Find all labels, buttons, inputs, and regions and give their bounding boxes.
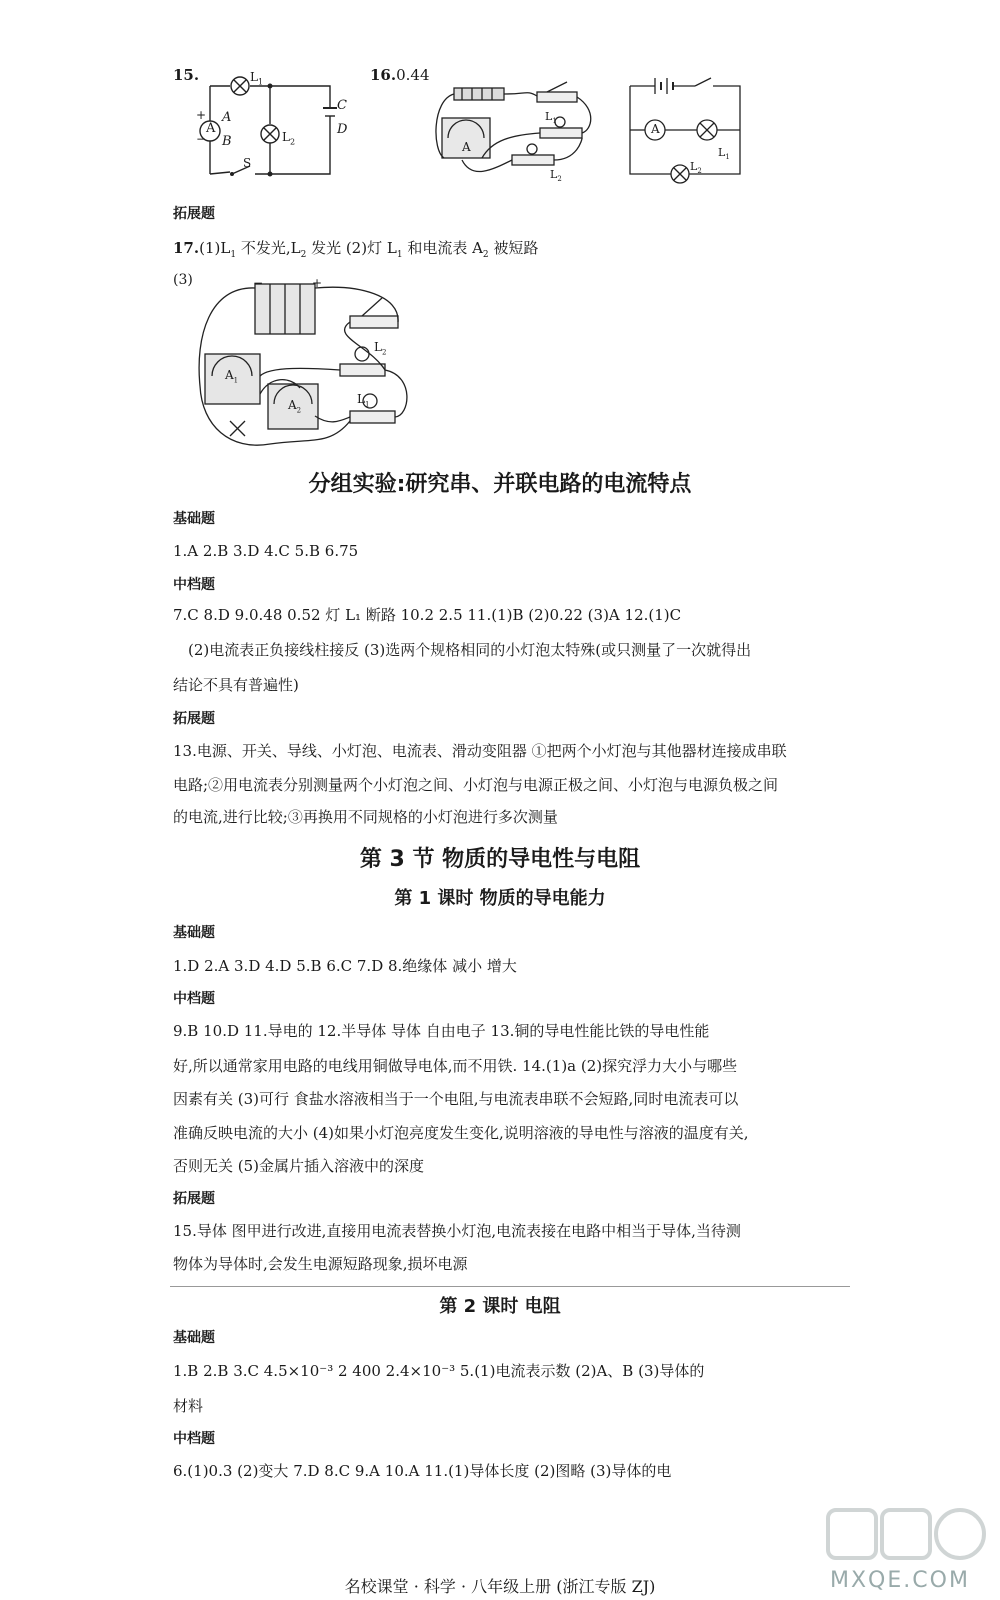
s2-tuozhan-line2: 物体为导体时,会发生电源短路现象,损坏电源 xyxy=(173,1255,468,1273)
s3-zhongdang-label: 中档题 xyxy=(173,1431,215,1447)
s2-zhongdang-line2: 好,所以通常家用电路的电线用铜做导电体,而不用铁. 14.(1)a (2)探究浮力大小与哪些 xyxy=(173,1057,738,1075)
q15-label-b: B xyxy=(222,134,232,149)
q17-3-label-a2: $A_2$ xyxy=(288,398,302,415)
q15-label-a: A xyxy=(222,110,232,125)
s2-zhongdang-line5: 否则无关 (5)金属片插入溶液中的深度 xyxy=(173,1157,425,1175)
q17-answer: $17.(1)L_1$ 不发光$,L_2$ 发光 (2)灯 $L_1$ 和电流表 $A_2$ 被短路 xyxy=(173,239,539,260)
q16-physical-circuit xyxy=(432,80,602,190)
s2-zhongdang-line3: 因素有关 (3)可行 食盐水溶液相当于一个电阻,与电流表串联不会短路,同时电流表可以 xyxy=(173,1090,739,1108)
q15-label-l1: $L_1$ xyxy=(250,70,264,87)
q17-3-label-l2: $L_2$ xyxy=(374,340,387,357)
q17-3-label-a1: $A_1$ xyxy=(225,368,239,385)
q17-3-physical-circuit xyxy=(190,276,440,456)
s1-zhongdang-label: 中档题 xyxy=(173,577,215,593)
s3-jichu-line2: 材料 xyxy=(173,1397,204,1415)
q17-3-label: (3) xyxy=(173,272,193,288)
s1-tuozhan-line1: 13.电源、开关、导线、小灯泡、电流表、滑动变阻器 ①把两个小灯泡与其他器材连接成串联 xyxy=(173,742,787,760)
s1-zhongdang-line3: 结论不具有普遍性) xyxy=(173,676,299,694)
section2-subtitle: 第 1 课时 物质的导电能力 xyxy=(394,888,606,909)
s2-tuozhan-line1: 15.导体 图甲进行改进,直接用电流表替换小灯泡,电流表接在电路中相当于导体,当待测 xyxy=(173,1222,741,1240)
s2-jichu-label: 基础题 xyxy=(173,925,215,941)
s2-zhongdang-line4: 准确反映电流的大小 (4)如果小灯泡亮度发生变化,说明溶液的导电性与溶液的温度有关, xyxy=(173,1124,749,1142)
s2-zhongdang-line1: 9.B 10.D 11.导电的 12.半导体 导体 自由电子 13.铜的导电性能比铁的导电性能 xyxy=(173,1022,710,1040)
s3-zhongdang-line1: 6.(1)0.3 (2)变大 7.D 8.C 9.A 10.A 11.(1)导体长度 (2)图略 (3)导体的电 xyxy=(173,1462,672,1480)
q15-label-ammeter: A xyxy=(206,121,216,136)
q15-label-minus: − xyxy=(196,132,207,146)
section3-title: 第 2 课时 电阻 xyxy=(439,1296,561,1317)
q16-schematic-label-a: A xyxy=(651,122,660,136)
q17-3-label-l1: $L_1$ xyxy=(357,392,370,409)
s1-zhongdang-line2: (2)电流表正负接线柱接反 (3)选两个规格相同的小灯泡太特殊(或只测量了一次就得出 xyxy=(188,641,752,659)
s1-tuozhan-label: 拓展题 xyxy=(173,711,215,727)
s2-tuozhan-label: 拓展题 xyxy=(173,1191,215,1207)
page-footer: 名校课堂 · 科学 · 八年级上册 (浙江专版 ZJ) xyxy=(344,1577,656,1596)
q15-label-s: S xyxy=(243,156,252,170)
section1-title: 分组实验:研究串、并联电路的电流特点 xyxy=(308,472,692,497)
q16-label-l2: $L_2$ xyxy=(550,168,562,184)
section-label-tuozhan: 拓展题 xyxy=(173,206,215,222)
q15-circuit-diagram xyxy=(190,66,360,186)
q16-schematic-label-l2: $L_2$ xyxy=(690,160,702,176)
q17-3-label-minus: − xyxy=(253,276,264,290)
q15-label-l2: $L_2$ xyxy=(282,130,296,147)
s1-tuozhan-line2: 电路;②用电流表分别测量两个小灯泡之间、小灯泡与电源正极之间、小灯泡与电源负极之间 xyxy=(173,776,779,794)
q16-label-l1: $L_1$ xyxy=(545,110,557,126)
q16-schematic-label-l1: $L_1$ xyxy=(718,146,730,162)
s1-jichu-answers: 1.A 2.B 3.D 4.C 5.B 6.75 xyxy=(173,542,359,560)
page-divider xyxy=(170,1286,850,1287)
section2-title: 第 3 节 物质的导电性与电阻 xyxy=(359,847,641,872)
q15-label-plus: + xyxy=(196,108,207,122)
q15-label-c: C xyxy=(337,98,347,113)
q15-label-d: D xyxy=(337,122,348,137)
watermark-text: MXQE.COM xyxy=(830,1568,970,1593)
s1-zhongdang-line1: 7.C 8.D 9.0.48 0.52 灯 L₁ 断路 10.2 2.5 11.(1)B (2)0.22 (3)A 12.(1)C xyxy=(173,606,682,624)
s2-jichu-answers: 1.D 2.A 3.D 4.D 5.B 6.C 7.D 8.绝缘体 减小 增大 xyxy=(173,957,517,975)
s3-jichu-label: 基础题 xyxy=(173,1330,215,1346)
q15-number: 15. xyxy=(173,66,200,84)
q17-3-label-plus: + xyxy=(312,276,323,290)
s1-tuozhan-line3: 的电流,进行比较;③再换用不同规格的小灯泡进行多次测量 xyxy=(173,808,558,826)
s2-zhongdang-label: 中档题 xyxy=(173,991,215,1007)
q16-label-a: A xyxy=(462,140,471,154)
s1-jichu-label: 基础题 xyxy=(173,511,215,527)
s3-jichu-line1: 1.B 2.B 3.C 4.5×10⁻³ 2 400 2.4×10⁻³ 5.(1)电流表示数 (2)A、B (3)导体的 xyxy=(173,1362,705,1380)
q16-number: 16.0.44 xyxy=(370,66,430,84)
